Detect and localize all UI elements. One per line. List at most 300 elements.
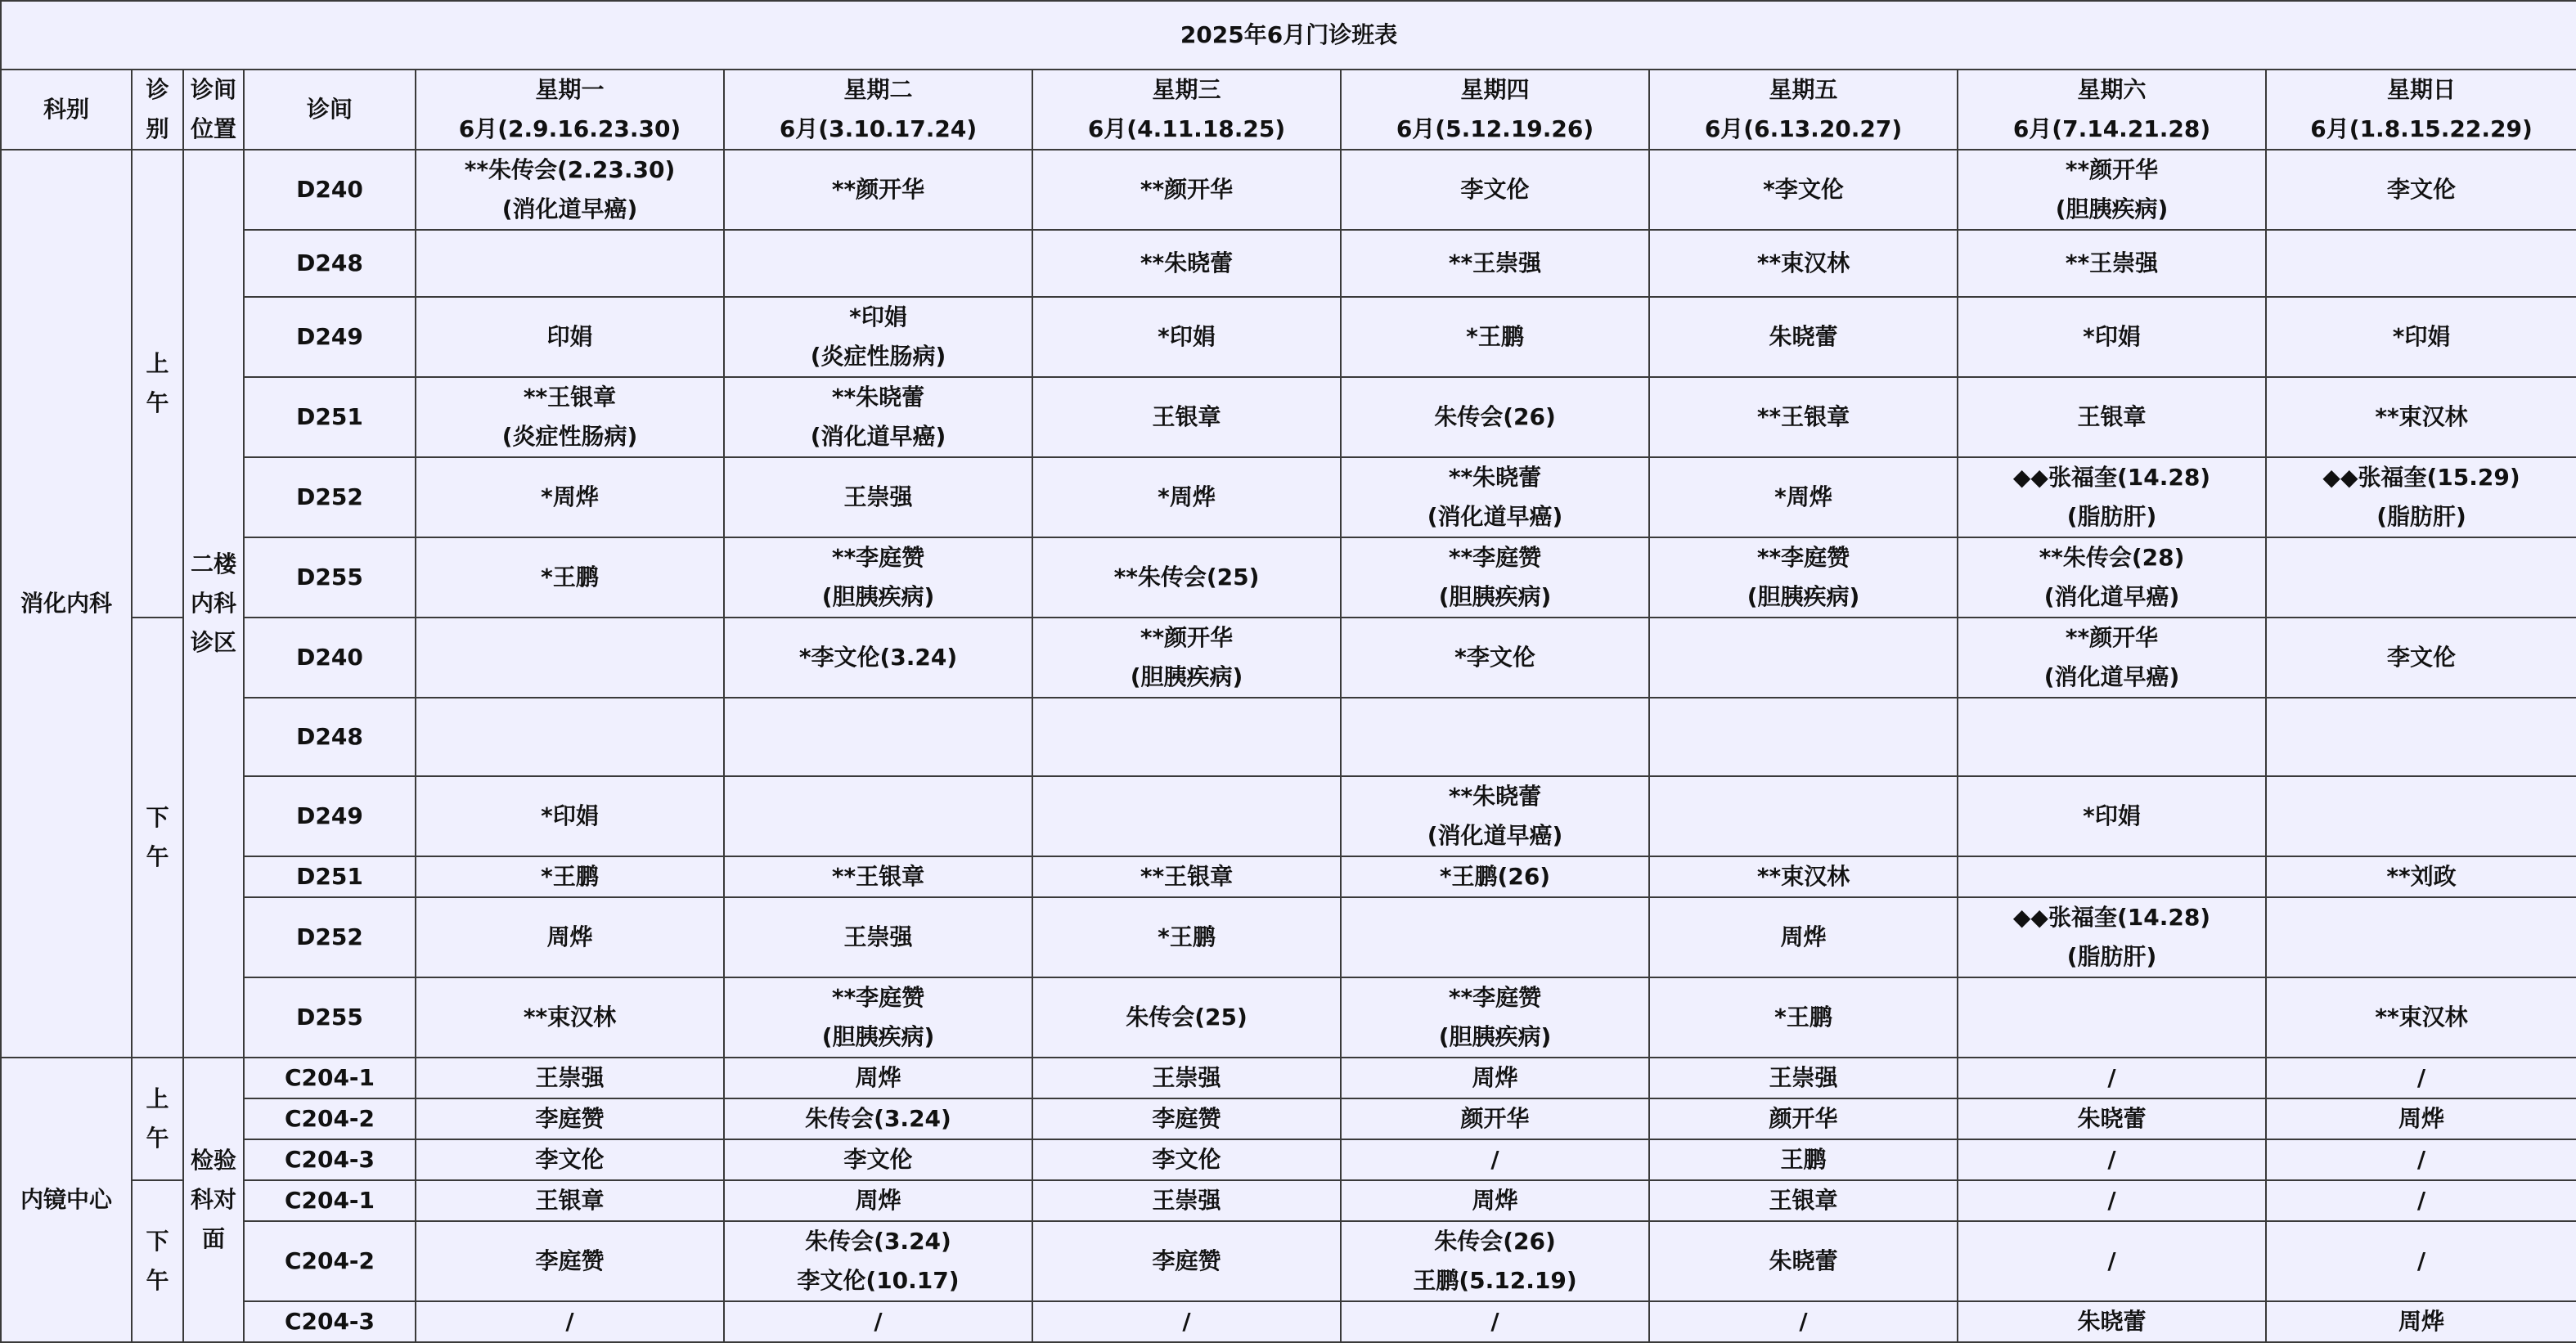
doctor-cell (1032, 698, 1341, 776)
doctor-line: **颜开华 (1140, 176, 1234, 203)
room-cell: D240 (244, 618, 416, 698)
doctor-line: / (2416, 1247, 2426, 1274)
header-location-line: 位置 (190, 115, 236, 142)
doctor-line: / (2107, 1064, 2116, 1091)
doctor-cell (1032, 457, 1341, 537)
doctor-cell (1958, 230, 2266, 297)
doctor-line: / (2107, 1187, 2116, 1214)
doctor-cell (1341, 1180, 1649, 1221)
session-label-line: 下 (146, 1228, 169, 1255)
doctor-line: 李文伦 (1460, 176, 1530, 203)
doctor-line: 朱传会(26) (1434, 1228, 1556, 1255)
schedule-row (1, 150, 2576, 230)
location-line: 面 (201, 1225, 225, 1252)
doctor-line: **束汉林 (1756, 863, 1850, 890)
doctor-cell (724, 457, 1032, 537)
doctor-cell (2266, 457, 2576, 537)
doctor-cell (1032, 1098, 1341, 1139)
doctor-cell (724, 1058, 1032, 1098)
doctor-line: *印娟 (849, 303, 907, 330)
doctor-cell (724, 618, 1032, 698)
doctor-line: **束汉林 (1756, 249, 1850, 276)
schedule-row (1, 776, 2576, 856)
header-day-name: 星期日 (2387, 76, 2457, 103)
doctor-line: *李文伦(3.24) (798, 644, 958, 671)
doctor-cell (724, 856, 1032, 897)
doctor-cell (1032, 1139, 1341, 1180)
session-cell (132, 1058, 183, 1180)
doctor-line: 王崇强 (535, 1064, 605, 1091)
doctor-line: 李文伦 (2387, 644, 2457, 671)
doctor-line: **李庭赞 (1448, 544, 1542, 571)
location-line: 内科 (190, 590, 236, 617)
header-day-name: 星期六 (2077, 76, 2147, 103)
doctor-cell (1649, 150, 1958, 230)
doctor-cell (1649, 1221, 1958, 1301)
doctor-cell (2266, 1180, 2576, 1221)
doctor-cell (1958, 1180, 2266, 1221)
doctor-cell (1649, 1058, 1958, 1098)
doctor-line: **李庭赞 (831, 544, 925, 571)
room-cell: D252 (244, 457, 416, 537)
doctor-line: (胆胰疾病) (821, 583, 935, 610)
doctor-cell (724, 1098, 1032, 1139)
doctor-line: / (2107, 1247, 2116, 1274)
schedule-row (1, 1221, 2576, 1301)
doctor-line: **朱晓蕾 (831, 384, 925, 411)
doctor-line: (胆胰疾病) (1438, 1023, 1552, 1050)
header-day (724, 70, 1032, 150)
doctor-cell (416, 1058, 724, 1098)
doctor-line: **刘政 (2386, 863, 2457, 890)
doctor-cell (724, 897, 1032, 977)
doctor-line: (脂肪肝) (2376, 503, 2466, 530)
doctor-line: 周烨 (2398, 1105, 2445, 1132)
doctor-cell (1341, 1301, 1649, 1342)
doctor-cell (1958, 1301, 2266, 1342)
doctor-line: 李文伦 (1152, 1146, 1221, 1173)
doctor-cell (1958, 457, 2266, 537)
doctor-cell (1032, 977, 1341, 1058)
schedule-row (1, 856, 2576, 897)
doctor-line: **王崇强 (1448, 249, 1542, 276)
doctor-line: / (1182, 1308, 1191, 1335)
doctor-line: **朱传会(25) (1113, 564, 1260, 591)
doctor-cell (1958, 776, 2266, 856)
header-day-dates: 6月(6.13.20.27) (1704, 115, 1903, 142)
doctor-line: 周烨 (855, 1064, 901, 1091)
doctor-cell (1649, 856, 1958, 897)
schedule-row (1, 897, 2576, 977)
doctor-cell (1958, 150, 2266, 230)
schedule-row (1, 977, 2576, 1058)
doctor-line: (脂肪肝) (2066, 943, 2157, 970)
doctor-line: **颜开华 (831, 176, 925, 203)
session-cell (132, 150, 183, 618)
doctor-cell (1341, 230, 1649, 297)
doctor-cell (724, 977, 1032, 1058)
room-cell: C204-3 (244, 1301, 416, 1342)
doctor-cell (724, 150, 1032, 230)
doctor-cell (2266, 1301, 2576, 1342)
session-label-line: 上 (146, 1085, 169, 1112)
doctor-cell (416, 1180, 724, 1221)
room-cell: D251 (244, 377, 416, 457)
doctor-line: *周烨 (1774, 483, 1832, 510)
room-cell: D249 (244, 776, 416, 856)
doctor-line: 周烨 (1780, 923, 1827, 950)
doctor-cell (1032, 1301, 1341, 1342)
doctor-line: 王鹏 (1780, 1146, 1827, 1173)
doctor-cell (416, 1098, 724, 1139)
doctor-cell (1958, 698, 2266, 776)
header-day-dates: 6月(7.14.21.28) (2012, 115, 2211, 142)
doctor-line: 李文伦 (843, 1146, 913, 1173)
doctor-line: / (2416, 1064, 2426, 1091)
doctor-cell (1341, 618, 1649, 698)
location-cell (183, 1058, 244, 1342)
doctor-line: *周烨 (1158, 483, 1216, 510)
header-day (1649, 70, 1958, 150)
doctor-cell (1649, 1098, 1958, 1139)
header-location-line: 诊间 (190, 76, 236, 103)
doctor-cell (416, 897, 724, 977)
doctor-line: (脂肪肝) (2066, 503, 2157, 530)
doctor-line: (消化道早癌) (2043, 663, 2180, 690)
doctor-line: ◆◆张福奎(14.28) (2012, 464, 2211, 491)
doctor-line: 王崇强 (843, 923, 913, 950)
session-label-line: 午 (146, 1267, 169, 1294)
doctor-cell (2266, 150, 2576, 230)
doctor-cell (416, 457, 724, 537)
doctor-line: *印娟 (2392, 323, 2451, 350)
schedule-row (1, 1058, 2576, 1098)
doctor-cell (416, 776, 724, 856)
doctor-cell (1649, 297, 1958, 377)
doctor-line: 周烨 (1472, 1064, 1518, 1091)
room-cell: D248 (244, 230, 416, 297)
room-cell: C204-2 (244, 1221, 416, 1301)
doctor-cell (724, 537, 1032, 618)
doctor-line: **王银章 (1756, 403, 1850, 430)
doctor-line: **李庭赞 (831, 984, 925, 1011)
doctor-cell (416, 297, 724, 377)
schedule-row (1, 230, 2576, 297)
doctor-cell (724, 377, 1032, 457)
doctor-line: **李庭赞 (1448, 984, 1542, 1011)
header-day-dates: 6月(3.10.17.24) (779, 115, 978, 142)
doctor-cell (2266, 537, 2576, 618)
doctor-line: / (874, 1308, 883, 1335)
doctor-cell (1649, 698, 1958, 776)
doctor-cell (1032, 1180, 1341, 1221)
doctor-cell (2266, 856, 2576, 897)
header-day-name: 星期五 (1769, 76, 1838, 103)
room-cell: D251 (244, 856, 416, 897)
doctor-cell (724, 776, 1032, 856)
schedule-row (1, 377, 2576, 457)
header-day-dates: 6月(5.12.19.26) (1396, 115, 1594, 142)
header-day (416, 70, 724, 150)
doctor-cell (1341, 698, 1649, 776)
doctor-line: **朱晓蕾 (1140, 249, 1234, 276)
doctor-cell (416, 537, 724, 618)
header-day-name: 星期二 (843, 76, 913, 103)
doctor-line: (胆胰疾病) (1747, 583, 1860, 610)
doctor-line: *王鹏 (541, 863, 599, 890)
doctor-line: *印娟 (1158, 323, 1216, 350)
doctor-cell (2266, 377, 2576, 457)
doctor-line: 朱晓蕾 (1769, 323, 1838, 350)
doctor-cell (1958, 856, 2266, 897)
doctor-line: 颜开华 (1460, 1105, 1530, 1132)
location-line: 检验 (190, 1147, 236, 1174)
doctor-line: *王鹏(26) (1439, 863, 1551, 890)
doctor-cell (416, 1139, 724, 1180)
doctor-cell (1341, 897, 1649, 977)
doctor-line: / (2107, 1146, 2116, 1173)
doctor-cell (1341, 150, 1649, 230)
header-day (1958, 70, 2266, 150)
doctor-cell (1032, 537, 1341, 618)
doctor-line: (消化道早癌) (810, 423, 946, 450)
schedule-row (1, 1139, 2576, 1180)
doctor-line: 李庭赞 (535, 1105, 605, 1132)
room-cell: D248 (244, 698, 416, 776)
doctor-cell (1341, 1098, 1649, 1139)
doctor-line: 朱传会(3.24) (805, 1105, 951, 1132)
doctor-line: **王崇强 (2065, 249, 2159, 276)
doctor-line: 李庭赞 (1152, 1247, 1221, 1274)
doctor-cell (1341, 1139, 1649, 1180)
doctor-cell (416, 230, 724, 297)
doctor-line: 周烨 (1472, 1187, 1518, 1214)
doctor-line: **王银章 (831, 863, 925, 890)
schedule-row (1, 618, 2576, 698)
doctor-cell (1958, 1098, 2266, 1139)
doctor-line: 王银章 (1152, 403, 1221, 430)
doctor-cell (1341, 1058, 1649, 1098)
doctor-cell (2266, 230, 2576, 297)
room-cell: C204-1 (244, 1180, 416, 1221)
doctor-cell (1649, 1180, 1958, 1221)
doctor-line: *王鹏 (541, 564, 599, 591)
schedule-title: 2025年6月门诊班表 (1, 1, 2576, 70)
room-cell: C204-1 (244, 1058, 416, 1098)
session-label-line: 午 (146, 389, 169, 416)
doctor-line: **颜开华 (2065, 624, 2159, 651)
doctor-line: **束汉林 (523, 1004, 617, 1031)
doctor-line: 王崇强 (1152, 1187, 1221, 1214)
doctor-line: 印娟 (546, 323, 593, 350)
doctor-line: *李文伦 (1454, 644, 1535, 671)
doctor-cell (1032, 776, 1341, 856)
doctor-cell (724, 1221, 1032, 1301)
doctor-cell (1032, 377, 1341, 457)
room-cell: D252 (244, 897, 416, 977)
doctor-line: **颜开华 (2065, 156, 2159, 183)
doctor-line: / (1799, 1308, 1808, 1335)
doctor-cell (1032, 150, 1341, 230)
doctor-cell (1649, 457, 1958, 537)
doctor-line: *印娟 (2083, 802, 2141, 829)
doctor-line: (消化道早癌) (1427, 822, 1563, 849)
doctor-cell (1958, 897, 2266, 977)
doctor-cell (724, 230, 1032, 297)
doctor-cell (1032, 618, 1341, 698)
room-cell: C204-2 (244, 1098, 416, 1139)
schedule-row (1, 1301, 2576, 1342)
doctor-cell (1649, 897, 1958, 977)
doctor-line: *印娟 (541, 802, 599, 829)
doctor-cell (724, 1139, 1032, 1180)
doctor-cell (1958, 297, 2266, 377)
session-cell (132, 618, 183, 1058)
doctor-cell (416, 856, 724, 897)
header-day-dates: 6月(1.8.15.22.29) (2310, 115, 2533, 142)
doctor-cell (1032, 297, 1341, 377)
header-day (2266, 70, 2576, 150)
doctor-line: 朱晓蕾 (2077, 1105, 2147, 1132)
doctor-cell (1649, 618, 1958, 698)
room-cell: D249 (244, 297, 416, 377)
doctor-line: **朱传会(2.23.30) (464, 156, 676, 183)
doctor-line: / (1490, 1308, 1499, 1335)
doctor-line: 李庭赞 (535, 1247, 605, 1274)
doctor-line: **王银章 (523, 384, 617, 411)
doctor-line: 颜开华 (1769, 1105, 1838, 1132)
doctor-line: **朱晓蕾 (1448, 783, 1542, 810)
doctor-cell (1958, 537, 2266, 618)
doctor-line: (消化道早癌) (501, 195, 638, 222)
doctor-cell (416, 1301, 724, 1342)
doctor-line: 朱传会(25) (1126, 1004, 1248, 1031)
doctor-line: 周烨 (855, 1187, 901, 1214)
doctor-line: 李庭赞 (1152, 1105, 1221, 1132)
doctor-line: *周烨 (541, 483, 599, 510)
location-cell (183, 150, 244, 1058)
header-day (1032, 70, 1341, 150)
doctor-cell (2266, 618, 2576, 698)
doctor-line: 王崇强 (1152, 1064, 1221, 1091)
location-line: 科对 (190, 1186, 236, 1213)
doctor-line: *王鹏 (1158, 923, 1216, 950)
doctor-cell (1958, 377, 2266, 457)
doctor-cell (2266, 776, 2576, 856)
doctor-cell (1958, 1139, 2266, 1180)
doctor-line: (胆胰疾病) (2055, 195, 2169, 222)
header-day-dates: 6月(4.11.18.25) (1087, 115, 1286, 142)
header-session-line: 诊 (146, 76, 169, 103)
schedule-row (1, 297, 2576, 377)
doctor-cell (2266, 1058, 2576, 1098)
header-day-name: 星期四 (1460, 76, 1530, 103)
doctor-line: **王银章 (1140, 863, 1234, 890)
doctor-cell (416, 698, 724, 776)
schedule-row (1, 698, 2576, 776)
room-cell: C204-3 (244, 1139, 416, 1180)
doctor-cell (1032, 230, 1341, 297)
doctor-cell (1341, 297, 1649, 377)
doctor-cell (2266, 1221, 2576, 1301)
session-cell (132, 1180, 183, 1342)
doctor-line: (炎症性肠病) (810, 343, 946, 370)
schedule-row (1, 1098, 2576, 1139)
doctor-line: ◆◆张福奎(15.29) (2322, 464, 2520, 491)
doctor-line: **朱晓蕾 (1448, 464, 1542, 491)
header-day-name: 星期三 (1152, 76, 1221, 103)
header-row (1, 70, 2576, 150)
department-cell: 消化内科 (1, 150, 132, 1058)
schedule-row (1, 1180, 2576, 1221)
doctor-cell (724, 1301, 1032, 1342)
doctor-line: 李文伦(10.17) (797, 1267, 960, 1294)
doctor-line: **束汉林 (2375, 1004, 2468, 1031)
doctor-line: 李文伦 (2387, 176, 2457, 203)
doctor-cell (416, 377, 724, 457)
doctor-line: *李文伦 (1763, 176, 1844, 203)
doctor-line: 王崇强 (1769, 1064, 1838, 1091)
doctor-line: / (565, 1308, 574, 1335)
doctor-cell (724, 1180, 1032, 1221)
department-cell: 内镜中心 (1, 1058, 132, 1342)
doctor-line: 王银章 (2077, 403, 2147, 430)
location-line: 诊区 (190, 629, 236, 656)
doctor-cell (1341, 776, 1649, 856)
doctor-cell (1341, 856, 1649, 897)
doctor-cell (1341, 377, 1649, 457)
title-row (1, 1, 2576, 70)
doctor-cell (1032, 1221, 1341, 1301)
doctor-cell (1649, 230, 1958, 297)
doctor-cell (2266, 897, 2576, 977)
doctor-cell (2266, 977, 2576, 1058)
doctor-cell (1032, 897, 1341, 977)
doctor-line: (炎症性肠病) (501, 423, 638, 450)
doctor-cell (1649, 977, 1958, 1058)
header-session (132, 70, 183, 150)
doctor-cell (1958, 1221, 2266, 1301)
doctor-cell (1958, 1058, 2266, 1098)
doctor-line: (胆胰疾病) (1130, 663, 1243, 690)
doctor-line: 朱传会(26) (1434, 403, 1556, 430)
doctor-cell (1032, 856, 1341, 897)
doctor-cell (724, 297, 1032, 377)
doctor-cell (2266, 297, 2576, 377)
doctor-cell (416, 977, 724, 1058)
doctor-line: *王鹏 (1774, 1004, 1832, 1031)
header-session-line: 别 (146, 115, 169, 142)
doctor-cell (1341, 977, 1649, 1058)
schedule-row (1, 457, 2576, 537)
session-label-line: 下 (146, 804, 169, 831)
doctor-line: 王银章 (535, 1187, 605, 1214)
doctor-line: *王鹏 (1466, 323, 1524, 350)
doctor-line: 王鹏(5.12.19) (1413, 1267, 1577, 1294)
doctor-cell (1649, 377, 1958, 457)
doctor-line: **束汉林 (2375, 403, 2468, 430)
doctor-line: (消化道早癌) (1427, 503, 1563, 530)
doctor-cell (416, 618, 724, 698)
doctor-cell (1341, 537, 1649, 618)
session-label-line: 午 (146, 843, 169, 870)
doctor-cell (1032, 1058, 1341, 1098)
doctor-line: **朱传会(28) (2039, 544, 2185, 571)
room-cell: D255 (244, 537, 416, 618)
doctor-line: 周烨 (546, 923, 593, 950)
header-day-name: 星期一 (535, 76, 605, 103)
room-cell: D255 (244, 977, 416, 1058)
